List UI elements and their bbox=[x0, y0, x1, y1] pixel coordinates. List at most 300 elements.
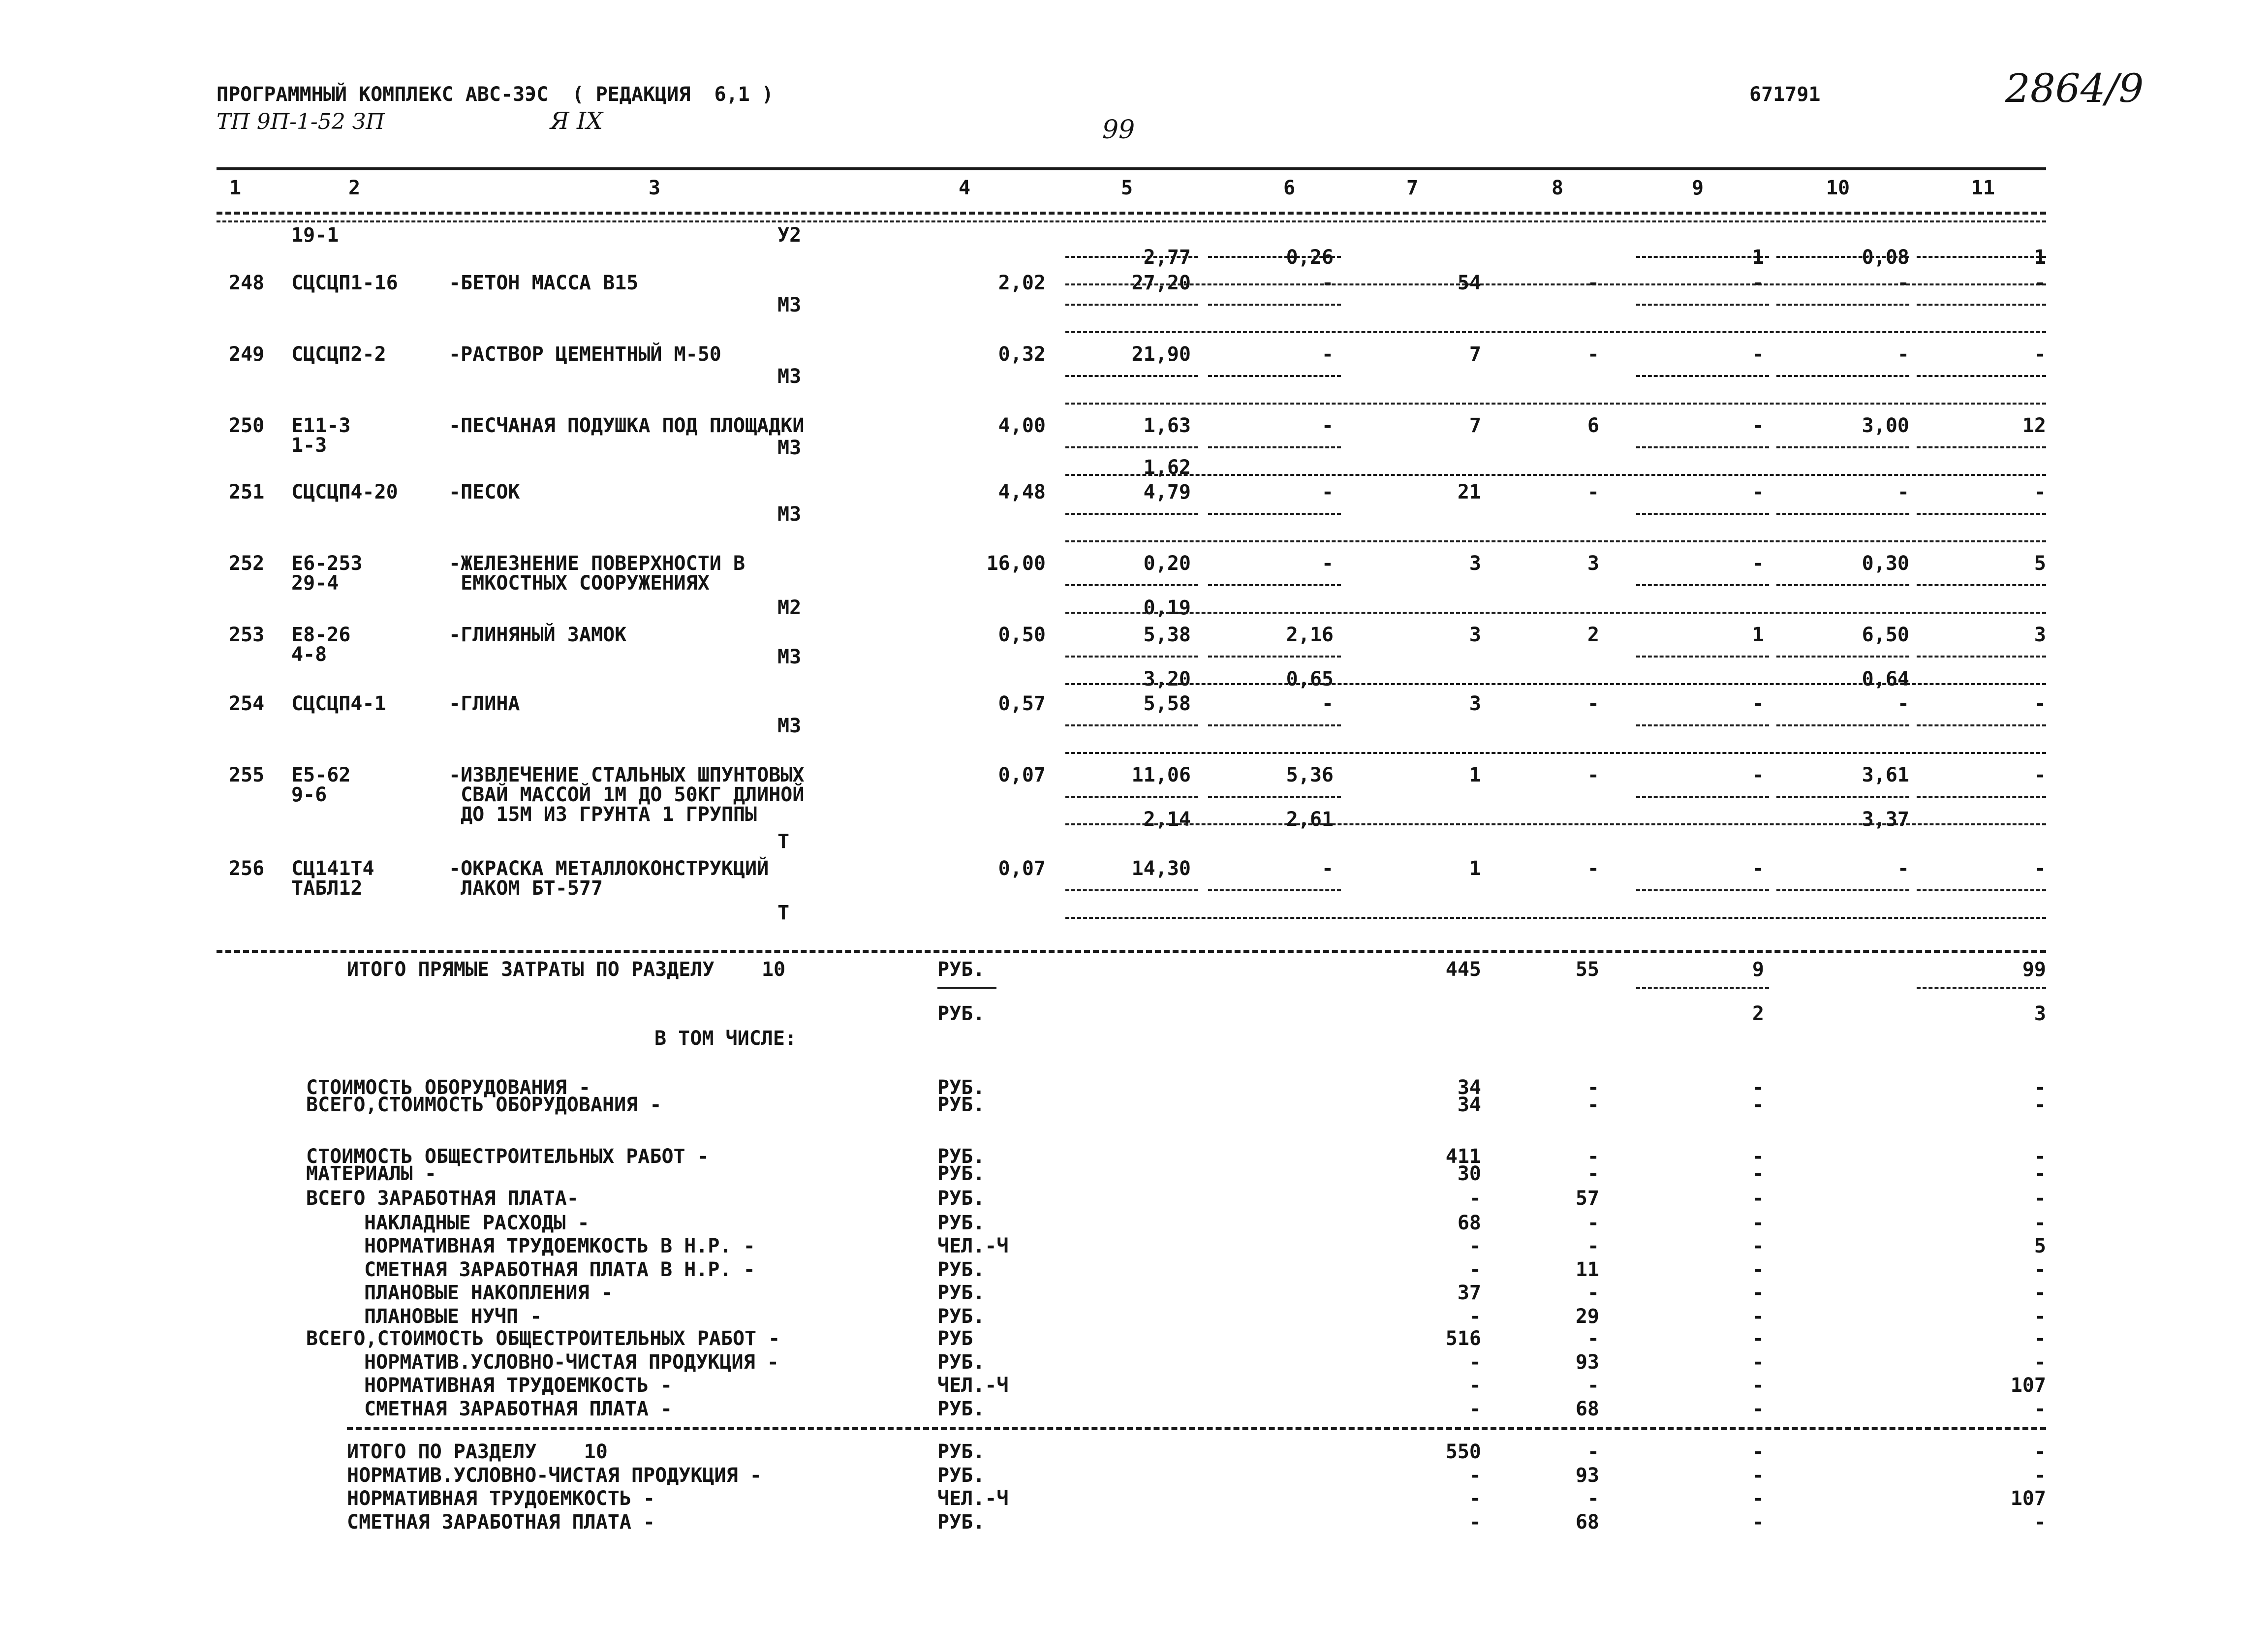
rule-header-bottom-1 bbox=[217, 212, 2046, 215]
item-code: Е6-253 29-4 bbox=[291, 552, 363, 595]
item-number: 249 bbox=[229, 343, 265, 366]
column-header-4: 4 bbox=[958, 177, 971, 199]
cell-col-8: - bbox=[1587, 857, 1599, 880]
cell-col-5: 21,90 bbox=[1131, 343, 1191, 366]
column-header-9: 9 bbox=[1691, 177, 1704, 199]
cell-col-8: - bbox=[1587, 764, 1599, 786]
cell-col-8: 6 bbox=[1587, 414, 1599, 437]
cell-rule bbox=[1065, 584, 1198, 586]
cell-col-9: - bbox=[1752, 764, 1764, 786]
row-rule bbox=[1065, 540, 2046, 542]
cell-rule bbox=[1917, 256, 2046, 258]
cell-rule bbox=[1776, 584, 1909, 586]
item-quantity: 2,02 bbox=[998, 272, 1046, 294]
column-header-3: 3 bbox=[648, 177, 661, 199]
unit-rule bbox=[937, 987, 996, 989]
cell-col-5: 0,20 bbox=[1143, 552, 1191, 575]
summary-label: ВСЕГО ЗАРАБОТНАЯ ПЛАТА- bbox=[306, 1187, 579, 1210]
summary-col11: - bbox=[2034, 1351, 2046, 1374]
cell-rule bbox=[1776, 375, 1909, 377]
item-quantity: 0,50 bbox=[998, 624, 1046, 646]
summary-unit: РУБ. bbox=[937, 1398, 985, 1420]
cell-col-8: - bbox=[1587, 692, 1599, 715]
item-name: -ОКРАСКА МЕТАЛЛОКОНСТРУКЦИЙ ЛАКОМ БТ-577 bbox=[449, 857, 769, 900]
cell-col-6: - bbox=[1321, 481, 1334, 503]
item-number: 251 bbox=[229, 481, 265, 503]
summary-col9: - bbox=[1752, 1374, 1764, 1397]
cell-col-9: - bbox=[1752, 552, 1764, 575]
cell-rule bbox=[1208, 304, 1341, 306]
final-col8: 68 bbox=[1575, 1511, 1599, 1534]
summary-col7: 516 bbox=[1445, 1327, 1481, 1350]
row-rule bbox=[1065, 752, 2046, 754]
summary-col7: 411 bbox=[1445, 1145, 1481, 1168]
totals-direct-col11: 99 bbox=[2022, 958, 2046, 981]
totals-direct-col8: 55 bbox=[1575, 958, 1599, 981]
cell-col-11: 1 bbox=[2034, 246, 2046, 269]
final-col7: 550 bbox=[1445, 1441, 1481, 1463]
in-that-number-heading: В ТОМ ЧИСЛЕ: bbox=[654, 1027, 797, 1050]
summary-col7: 34 bbox=[1457, 1076, 1481, 1099]
final-unit: РУБ. bbox=[937, 1441, 985, 1463]
document-code: ТП 9П-1-52 ЗП bbox=[217, 109, 385, 134]
cell-rule bbox=[1776, 656, 1909, 658]
item-quantity: 0,07 bbox=[998, 857, 1046, 880]
cell-col-7: 3 bbox=[1469, 624, 1481, 646]
summary-col9: - bbox=[1752, 1327, 1764, 1350]
summary-unit: РУБ. bbox=[937, 1145, 985, 1168]
item-name: -ЖЕЛЕЗНЕНИЕ ПОВЕРХНОСТИ В ЕМКОСТНЫХ СООРУЖЕНИЯХ bbox=[449, 552, 746, 595]
summary-col8: - bbox=[1587, 1374, 1599, 1397]
cell-sub-c5_sub: 0,19 bbox=[1143, 596, 1191, 619]
summary-col7: - bbox=[1469, 1351, 1481, 1374]
summary-col8: - bbox=[1587, 1162, 1599, 1185]
summary-col11: - bbox=[2034, 1212, 2046, 1234]
cell-rule bbox=[1776, 446, 1909, 448]
item-number: 256 bbox=[229, 857, 265, 880]
item-quantity: 4,48 bbox=[998, 481, 1046, 503]
final-col9: - bbox=[1752, 1511, 1764, 1534]
summary-col8: - bbox=[1587, 1235, 1599, 1257]
cell-rule bbox=[1065, 656, 1198, 658]
summary-col9: - bbox=[1752, 1351, 1764, 1374]
item-name: -РАСТВОР ЦЕМЕНТНЫЙ М-50 bbox=[449, 343, 721, 366]
cell-rule bbox=[1776, 513, 1909, 515]
cell-col-6: - bbox=[1321, 857, 1334, 880]
summary-col7: - bbox=[1469, 1187, 1481, 1210]
summary-col9: - bbox=[1752, 1305, 1764, 1328]
cell-col-5: 5,58 bbox=[1143, 692, 1191, 715]
cell-col-10: 0,08 bbox=[1862, 246, 1909, 269]
final-col9: - bbox=[1752, 1441, 1764, 1463]
cell-col-10: 3,00 bbox=[1862, 414, 1909, 437]
cell-sub-c10_sub: 3,37 bbox=[1862, 808, 1909, 831]
summary-unit: РУБ. bbox=[937, 1212, 985, 1234]
item-unit: М3 bbox=[777, 646, 802, 668]
final-col11: - bbox=[2034, 1464, 2046, 1487]
summary-col8: - bbox=[1587, 1094, 1599, 1116]
summary-label: НОРМАТИВНАЯ ТРУДОЕМКОСТЬ - bbox=[364, 1374, 673, 1397]
summary-col7: - bbox=[1469, 1235, 1481, 1257]
cell-col-9: - bbox=[1752, 414, 1764, 437]
final-col9: - bbox=[1752, 1464, 1764, 1487]
cell-col-5: 4,79 bbox=[1143, 481, 1191, 503]
final-col7: - bbox=[1469, 1511, 1481, 1534]
cell-rule bbox=[1636, 446, 1769, 448]
cell-sub-c5_sub: 2,14 bbox=[1143, 808, 1191, 831]
cell-col-5: 5,38 bbox=[1143, 624, 1191, 646]
cell-col-5: 14,30 bbox=[1131, 857, 1191, 880]
item-quantity: 0,32 bbox=[998, 343, 1046, 366]
final-unit: РУБ. bbox=[937, 1464, 985, 1487]
summary-col8: - bbox=[1587, 1145, 1599, 1168]
final-col7: - bbox=[1469, 1487, 1481, 1510]
summary-col8: 93 bbox=[1575, 1351, 1599, 1374]
cell-col-9: 1 bbox=[1752, 624, 1764, 646]
totals-direct-col9: 9 bbox=[1752, 958, 1764, 981]
row-rule bbox=[1065, 823, 2046, 825]
summary-col8: - bbox=[1587, 1076, 1599, 1099]
summary-col11: - bbox=[2034, 1076, 2046, 1099]
cell-rule bbox=[1208, 513, 1341, 515]
summary-col7: 34 bbox=[1457, 1094, 1481, 1116]
cell-col-8: 3 bbox=[1587, 552, 1599, 575]
summary-col9: - bbox=[1752, 1282, 1764, 1304]
cell-col-6: - bbox=[1321, 414, 1334, 437]
item-name: -ПЕСЧАНАЯ ПОДУШКА ПОД ПЛОЩАДКИ bbox=[449, 414, 805, 437]
cell-col-10: 6,50 bbox=[1862, 624, 1909, 646]
summary-col8: - bbox=[1587, 1212, 1599, 1234]
summary-label: ПЛАНОВЫЕ НУЧП - bbox=[364, 1305, 542, 1328]
cell-col-7: 7 bbox=[1469, 414, 1481, 437]
item-code: 19-1 bbox=[291, 224, 339, 247]
cell-col-5: 2,77 bbox=[1143, 246, 1191, 269]
summary-col9: - bbox=[1752, 1235, 1764, 1257]
summary-col9: - bbox=[1752, 1162, 1764, 1185]
summary-label: МАТЕРИАЛЫ - bbox=[306, 1162, 436, 1185]
cell-rule bbox=[1917, 889, 2046, 891]
row-rule bbox=[1065, 917, 2046, 919]
summary-unit: РУБ. bbox=[937, 1094, 985, 1116]
final-unit: ЧЕЛ.-Ч bbox=[937, 1487, 1009, 1510]
row-rule bbox=[1065, 612, 2046, 614]
summary-col11: - bbox=[2034, 1305, 2046, 1328]
item-quantity: 0,57 bbox=[998, 692, 1046, 715]
item-number: 248 bbox=[229, 272, 265, 294]
cell-col-10: - bbox=[1897, 481, 1909, 503]
item-code: СЦСЦП1-16 bbox=[291, 272, 398, 294]
cell-rule bbox=[1636, 724, 1769, 726]
cell-col-11: 3 bbox=[2034, 624, 2046, 646]
item-unit: У2 bbox=[777, 224, 802, 247]
cell-rule bbox=[1208, 796, 1341, 798]
cell-col-10: - bbox=[1897, 272, 1909, 294]
cell-col-9: - bbox=[1752, 343, 1764, 366]
final-col11: 107 bbox=[2010, 1487, 2046, 1510]
final-label: НОРМАТИВ.УСЛОВНО-ЧИСТАЯ ПРОДУКЦИЯ - bbox=[347, 1464, 762, 1487]
cell-rule bbox=[1917, 987, 2046, 989]
summary-label: НОРМАТИВНАЯ ТРУДОЕМКОСТЬ В Н.Р. - bbox=[364, 1235, 755, 1257]
summary-unit: ЧЕЛ.-Ч bbox=[937, 1374, 1009, 1397]
summary-col11: - bbox=[2034, 1187, 2046, 1210]
item-name: -ПЕСОК bbox=[449, 481, 520, 503]
item-unit: М3 bbox=[777, 294, 802, 316]
cell-rule bbox=[1917, 656, 2046, 658]
item-unit: М3 bbox=[777, 715, 802, 737]
cell-col-7: 1 bbox=[1469, 764, 1481, 786]
final-label: НОРМАТИВНАЯ ТРУДОЕМКОСТЬ - bbox=[347, 1487, 655, 1510]
cell-col-6: 2,16 bbox=[1286, 624, 1334, 646]
summary-unit: РУБ. bbox=[937, 1282, 985, 1304]
cell-rule bbox=[1917, 446, 2046, 448]
item-code: Е8-26 4-8 bbox=[291, 624, 351, 666]
summary-col9: - bbox=[1752, 1212, 1764, 1234]
cell-rule bbox=[1917, 513, 2046, 515]
summary-label: НАКЛАДНЫЕ РАСХОДЫ - bbox=[364, 1212, 590, 1234]
cell-rule bbox=[1636, 987, 1769, 989]
item-unit: М2 bbox=[777, 596, 802, 619]
cell-rule bbox=[1636, 796, 1769, 798]
cell-col-9: - bbox=[1752, 692, 1764, 715]
cell-col-10: - bbox=[1897, 692, 1909, 715]
cell-col-7: 1 bbox=[1469, 857, 1481, 880]
rule-final bbox=[347, 1427, 2046, 1430]
final-col8: - bbox=[1587, 1487, 1599, 1510]
final-col9: - bbox=[1752, 1487, 1764, 1510]
cell-col-6: - bbox=[1321, 343, 1334, 366]
item-number: 254 bbox=[229, 692, 265, 715]
cell-rule bbox=[1776, 889, 1909, 891]
item-unit: Т bbox=[777, 902, 790, 924]
item-quantity: 16,00 bbox=[986, 552, 1046, 575]
item-name: -ИЗВЛЕЧЕНИЕ СТАЛЬНЫХ ШПУНТОВЫХ СВАЙ МАССОЙ 1М ДО 50КГ ДЛИНОЙ ДО 15М ИЗ ГРУНТА 1 ГРУППЫ bbox=[449, 764, 805, 826]
cell-rule bbox=[1065, 446, 1198, 448]
cell-col-11: - bbox=[2034, 272, 2046, 294]
cell-rule bbox=[1208, 889, 1341, 891]
item-code: СЦСЦП2-2 bbox=[291, 343, 386, 366]
cell-col-11: - bbox=[2034, 764, 2046, 786]
cell-sub-c5_sub: 3,20 bbox=[1143, 668, 1191, 690]
item-name: -ГЛИНЯНЫЙ ЗАМОК bbox=[449, 624, 627, 646]
rule-top bbox=[217, 167, 2046, 170]
item-number: 255 bbox=[229, 764, 265, 786]
volume-mark: Я IX bbox=[550, 107, 603, 135]
item-code: Е5-62 9-6 bbox=[291, 764, 351, 806]
column-header-10: 10 bbox=[1826, 177, 1850, 199]
cell-col-6: 5,36 bbox=[1286, 764, 1334, 786]
summary-label: СТОИМОСТЬ ОБЩЕСТРОИТЕЛЬНЫХ РАБОТ - bbox=[306, 1145, 709, 1168]
rule-totals bbox=[217, 950, 2046, 953]
cell-col-6: - bbox=[1321, 692, 1334, 715]
summary-unit: РУБ. bbox=[937, 1258, 985, 1281]
cell-rule bbox=[1917, 375, 2046, 377]
cell-sub-c6_sub: 2,61 bbox=[1286, 808, 1334, 831]
final-col11: - bbox=[2034, 1441, 2046, 1463]
cell-col-6: - bbox=[1321, 552, 1334, 575]
summary-col9: - bbox=[1752, 1145, 1764, 1168]
summary-col9: - bbox=[1752, 1187, 1764, 1210]
cell-rule bbox=[1065, 256, 1198, 258]
summary-col7: - bbox=[1469, 1374, 1481, 1397]
summary-label: НОРМАТИВ.УСЛОВНО-ЧИСТАЯ ПРОДУКЦИЯ - bbox=[364, 1351, 779, 1374]
summary-label: СТОИМОСТЬ ОБОРУДОВАНИЯ - bbox=[306, 1076, 590, 1099]
summary-col7: 30 bbox=[1457, 1162, 1481, 1185]
summary-col11: - bbox=[2034, 1327, 2046, 1350]
cell-col-9: - bbox=[1752, 857, 1764, 880]
summary-label: ПЛАНОВЫЕ НАКОПЛЕНИЯ - bbox=[364, 1282, 613, 1304]
cell-col-5: 27,20 bbox=[1131, 272, 1191, 294]
column-header-11: 11 bbox=[1971, 177, 1995, 199]
summary-col8: 68 bbox=[1575, 1398, 1599, 1420]
item-name: -ГЛИНА bbox=[449, 692, 520, 715]
cell-col-7: 3 bbox=[1469, 692, 1481, 715]
cell-col-7: 7 bbox=[1469, 343, 1481, 366]
cell-rule bbox=[1636, 513, 1769, 515]
summary-col11: - bbox=[2034, 1398, 2046, 1420]
cell-rule bbox=[1208, 446, 1341, 448]
cell-rule bbox=[1917, 304, 2046, 306]
cell-col-7: 21 bbox=[1457, 481, 1481, 503]
cell-rule bbox=[1065, 375, 1198, 377]
cell-rule bbox=[1208, 584, 1341, 586]
row-rule bbox=[1065, 683, 2046, 685]
item-number: 250 bbox=[229, 414, 265, 437]
cell-rule bbox=[1636, 889, 1769, 891]
cell-col-8: 2 bbox=[1587, 624, 1599, 646]
cell-rule bbox=[1065, 513, 1198, 515]
summary-col9: - bbox=[1752, 1094, 1764, 1116]
totals-direct-unit2: РУБ. bbox=[937, 1002, 985, 1025]
summary-col11: - bbox=[2034, 1258, 2046, 1281]
summary-col9: - bbox=[1752, 1076, 1764, 1099]
item-price-top: 1,62 bbox=[1143, 456, 1191, 479]
cell-sub-c10_sub: 0,64 bbox=[1862, 668, 1909, 690]
summary-col7: - bbox=[1469, 1398, 1481, 1420]
row-rule bbox=[1065, 403, 2046, 405]
column-header-1: 1 bbox=[229, 177, 242, 199]
summary-unit: РУБ. bbox=[937, 1351, 985, 1374]
cell-rule bbox=[1636, 656, 1769, 658]
summary-col11: 5 bbox=[2034, 1235, 2046, 1257]
cell-col-9: - bbox=[1752, 481, 1764, 503]
item-code: СЦСЦП4-1 bbox=[291, 692, 386, 715]
item-code: СЦСЦП4-20 bbox=[291, 481, 398, 503]
item-number: 253 bbox=[229, 624, 265, 646]
summary-col11: - bbox=[2034, 1145, 2046, 1168]
totals-direct-col9b: 2 bbox=[1752, 1002, 1764, 1025]
cell-col-6: - bbox=[1321, 272, 1334, 294]
document-number: 671791 bbox=[1749, 83, 1821, 106]
summary-col11: - bbox=[2034, 1094, 2046, 1116]
cell-rule bbox=[1776, 304, 1909, 306]
cell-rule bbox=[1636, 256, 1769, 258]
summary-col7: 68 bbox=[1457, 1212, 1481, 1234]
cell-sub-c6_sub: 0,65 bbox=[1286, 668, 1334, 690]
summary-col9: - bbox=[1752, 1398, 1764, 1420]
final-label: ИТОГО ПО РАЗДЕЛУ 10 bbox=[347, 1441, 608, 1463]
cell-col-11: - bbox=[2034, 343, 2046, 366]
cell-rule bbox=[1208, 375, 1341, 377]
summary-col11: 107 bbox=[2010, 1374, 2046, 1397]
rule-header-bottom-2 bbox=[217, 220, 2046, 222]
cell-col-6: 0,26 bbox=[1286, 246, 1334, 269]
cell-col-7: 54 bbox=[1457, 272, 1481, 294]
cell-rule bbox=[1208, 724, 1341, 726]
cell-col-5: 11,06 bbox=[1131, 764, 1191, 786]
summary-col7: - bbox=[1469, 1258, 1481, 1281]
summary-unit: РУБ. bbox=[937, 1076, 985, 1099]
cell-rule bbox=[1776, 796, 1909, 798]
column-header-5: 5 bbox=[1120, 177, 1133, 199]
summary-col11: - bbox=[2034, 1162, 2046, 1185]
cell-col-7: 3 bbox=[1469, 552, 1481, 575]
cell-col-8: - bbox=[1587, 481, 1599, 503]
cell-col-9: - bbox=[1752, 272, 1764, 294]
cell-col-5: 1,63 bbox=[1143, 414, 1191, 437]
item-unit: Т bbox=[777, 830, 790, 853]
column-header-7: 7 bbox=[1406, 177, 1419, 199]
cell-col-10: 3,61 bbox=[1862, 764, 1909, 786]
totals-direct-unit: РУБ. bbox=[937, 958, 985, 981]
summary-label: СМЕТНАЯ ЗАРАБОТНАЯ ПЛАТА В Н.Р. - bbox=[364, 1258, 755, 1281]
cell-rule bbox=[1208, 256, 1341, 258]
final-label: СМЕТНАЯ ЗАРАБОТНАЯ ПЛАТА - bbox=[347, 1511, 655, 1534]
cell-col-11: - bbox=[2034, 481, 2046, 503]
summary-label: ВСЕГО,СТОИМОСТЬ ОБОРУДОВАНИЯ - bbox=[306, 1094, 662, 1116]
page-number: 99 bbox=[1102, 115, 1135, 145]
item-code: СЦ141Т4 ТАБЛ12 bbox=[291, 857, 374, 900]
summary-unit: РУБ. bbox=[937, 1305, 985, 1328]
summary-col11: - bbox=[2034, 1282, 2046, 1304]
cell-rule bbox=[1636, 304, 1769, 306]
cell-col-9: 1 bbox=[1752, 246, 1764, 269]
column-header-8: 8 bbox=[1551, 177, 1564, 199]
cell-col-11: - bbox=[2034, 857, 2046, 880]
item-code: Е11-3 1-3 bbox=[291, 414, 351, 457]
item-number: 252 bbox=[229, 552, 265, 575]
final-col7: - bbox=[1469, 1464, 1481, 1487]
summary-unit: РУБ bbox=[937, 1327, 973, 1350]
cell-rule bbox=[1636, 584, 1769, 586]
summary-unit: РУБ. bbox=[937, 1187, 985, 1210]
totals-direct-col7: 445 bbox=[1445, 958, 1481, 981]
cell-rule bbox=[1917, 796, 2046, 798]
page-stamp: 2864/9 bbox=[2005, 65, 2144, 111]
item-quantity: 0,07 bbox=[998, 764, 1046, 786]
column-header-2: 2 bbox=[348, 177, 361, 199]
summary-col8: - bbox=[1587, 1327, 1599, 1350]
cell-rule bbox=[1065, 724, 1198, 726]
cell-rule bbox=[1917, 724, 2046, 726]
item-name: -БЕТОН МАССА В15 bbox=[449, 272, 639, 294]
summary-col9: - bbox=[1752, 1258, 1764, 1281]
row-rule bbox=[1065, 331, 2046, 333]
cell-rule bbox=[1065, 796, 1198, 798]
summary-col7: 37 bbox=[1457, 1282, 1481, 1304]
item-unit: М3 bbox=[777, 503, 802, 526]
cell-col-8: - bbox=[1587, 343, 1599, 366]
cell-col-11: 12 bbox=[2022, 414, 2046, 437]
final-col11: - bbox=[2034, 1511, 2046, 1534]
final-col8: - bbox=[1587, 1441, 1599, 1463]
cell-col-11: - bbox=[2034, 692, 2046, 715]
cell-rule bbox=[1636, 375, 1769, 377]
row-rule bbox=[1065, 474, 2046, 476]
cell-col-11: 5 bbox=[2034, 552, 2046, 575]
cell-col-10: - bbox=[1897, 343, 1909, 366]
totals-direct-col11b: 3 bbox=[2034, 1002, 2046, 1025]
item-quantity: 4,00 bbox=[998, 414, 1046, 437]
